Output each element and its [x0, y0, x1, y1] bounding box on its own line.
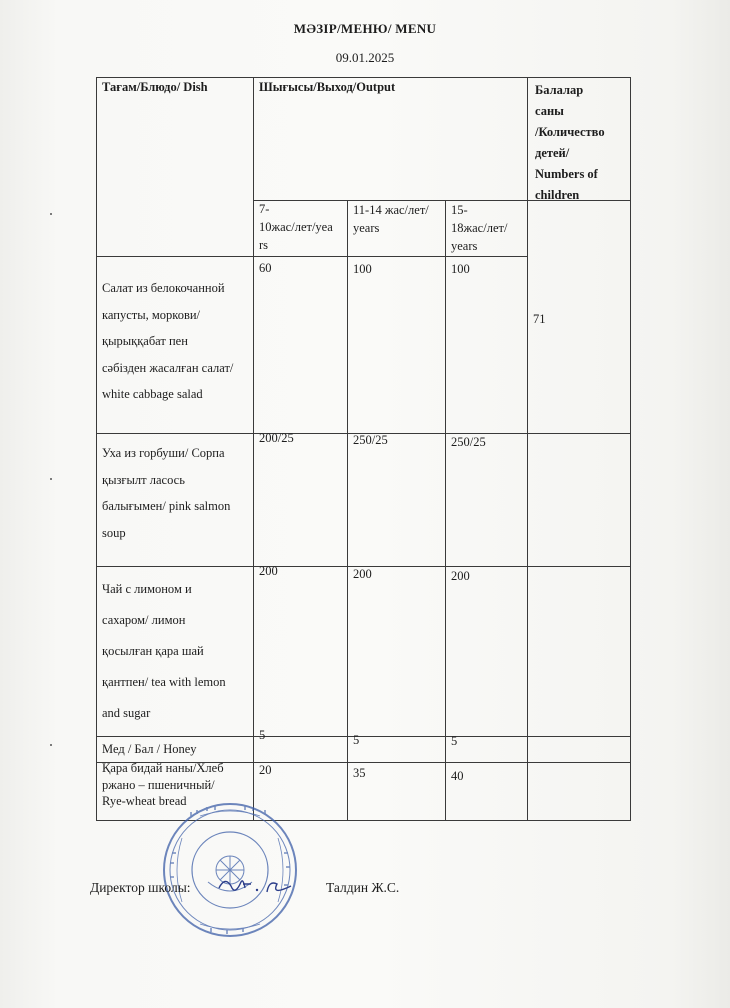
table-row-2-dish: Уха из горбуши/ Сорпа қызғылт ласось балығымен/ pink salmon soup	[102, 446, 231, 540]
scan-mark	[50, 478, 52, 480]
table-row-4-age1: 5	[259, 728, 266, 742]
scan-mark	[50, 744, 52, 746]
table-row-3-age1: 200	[259, 564, 278, 578]
table-row-3-age2: 200	[353, 567, 372, 581]
table-hline-row4	[96, 736, 631, 737]
table-row-1-age3: 100	[451, 262, 470, 276]
director-name: Талдин Ж.С.	[326, 880, 400, 895]
table-vline-children	[527, 77, 528, 821]
table-row-2-age3: 250/25	[451, 435, 486, 449]
table-row-4-dish: Мед / Бал / Honey	[102, 742, 197, 756]
table-row-5-age3: 40	[451, 769, 464, 783]
table-row-4-age3: 5	[451, 734, 458, 748]
children-count: 71	[533, 312, 546, 326]
table-row-5-age1: 20	[259, 763, 272, 777]
header-dish: Тағам/Блюдо/ Dish	[102, 80, 208, 94]
table-border-left	[96, 77, 97, 821]
header-age-15-18: 15- 18жас/лет/ years	[451, 203, 508, 253]
table-border-right	[630, 77, 631, 821]
table-vline-dish	[253, 77, 254, 821]
table-vline-age1	[347, 200, 348, 821]
table-row-2-age2: 250/25	[353, 433, 388, 447]
header-age-11-14: 11-14 жас/лет/ years	[353, 203, 429, 235]
header-age-7-10: 7- 10жас/лет/yea rs	[259, 202, 333, 252]
table-row-1-age1: 60	[259, 261, 272, 275]
table-row-5-dish: Қара бидай наны/Хлеб ржано – пшеничный/ Rye-wheat bread	[102, 761, 224, 808]
header-children: Балалар саны /Количество детей/ Numbers of children	[535, 83, 605, 202]
table-row-1-age2: 100	[353, 262, 372, 276]
table-row-4-age2: 5	[353, 733, 360, 747]
table-row-2-age1: 200/25	[259, 431, 294, 445]
table-row-1-dish: Салат из белокочанной капусты, моркови/ қырыққабат пен сәбізден жасалған салат/ white cabbage salad	[102, 281, 234, 401]
table-hline-row1	[96, 256, 528, 257]
table-row-5-age2: 35	[353, 766, 366, 780]
page-title: МӘЗІР/МЕНЮ/ MENU	[293, 21, 437, 36]
table-row-3-dish: Чай с лимоном и сахаром/ лимон қосылған қара шай қантпен/ tea with lemon and sugar	[102, 582, 226, 720]
scan-mark	[50, 213, 52, 215]
table-row-3-age3: 200	[451, 569, 470, 583]
header-output: Шығысы/Выход/Output	[259, 80, 396, 94]
table-vline-age2	[445, 200, 446, 821]
director-signature	[215, 870, 295, 902]
menu-date: 09.01.2025	[335, 50, 395, 65]
director-label: Директор школы:	[90, 880, 191, 895]
